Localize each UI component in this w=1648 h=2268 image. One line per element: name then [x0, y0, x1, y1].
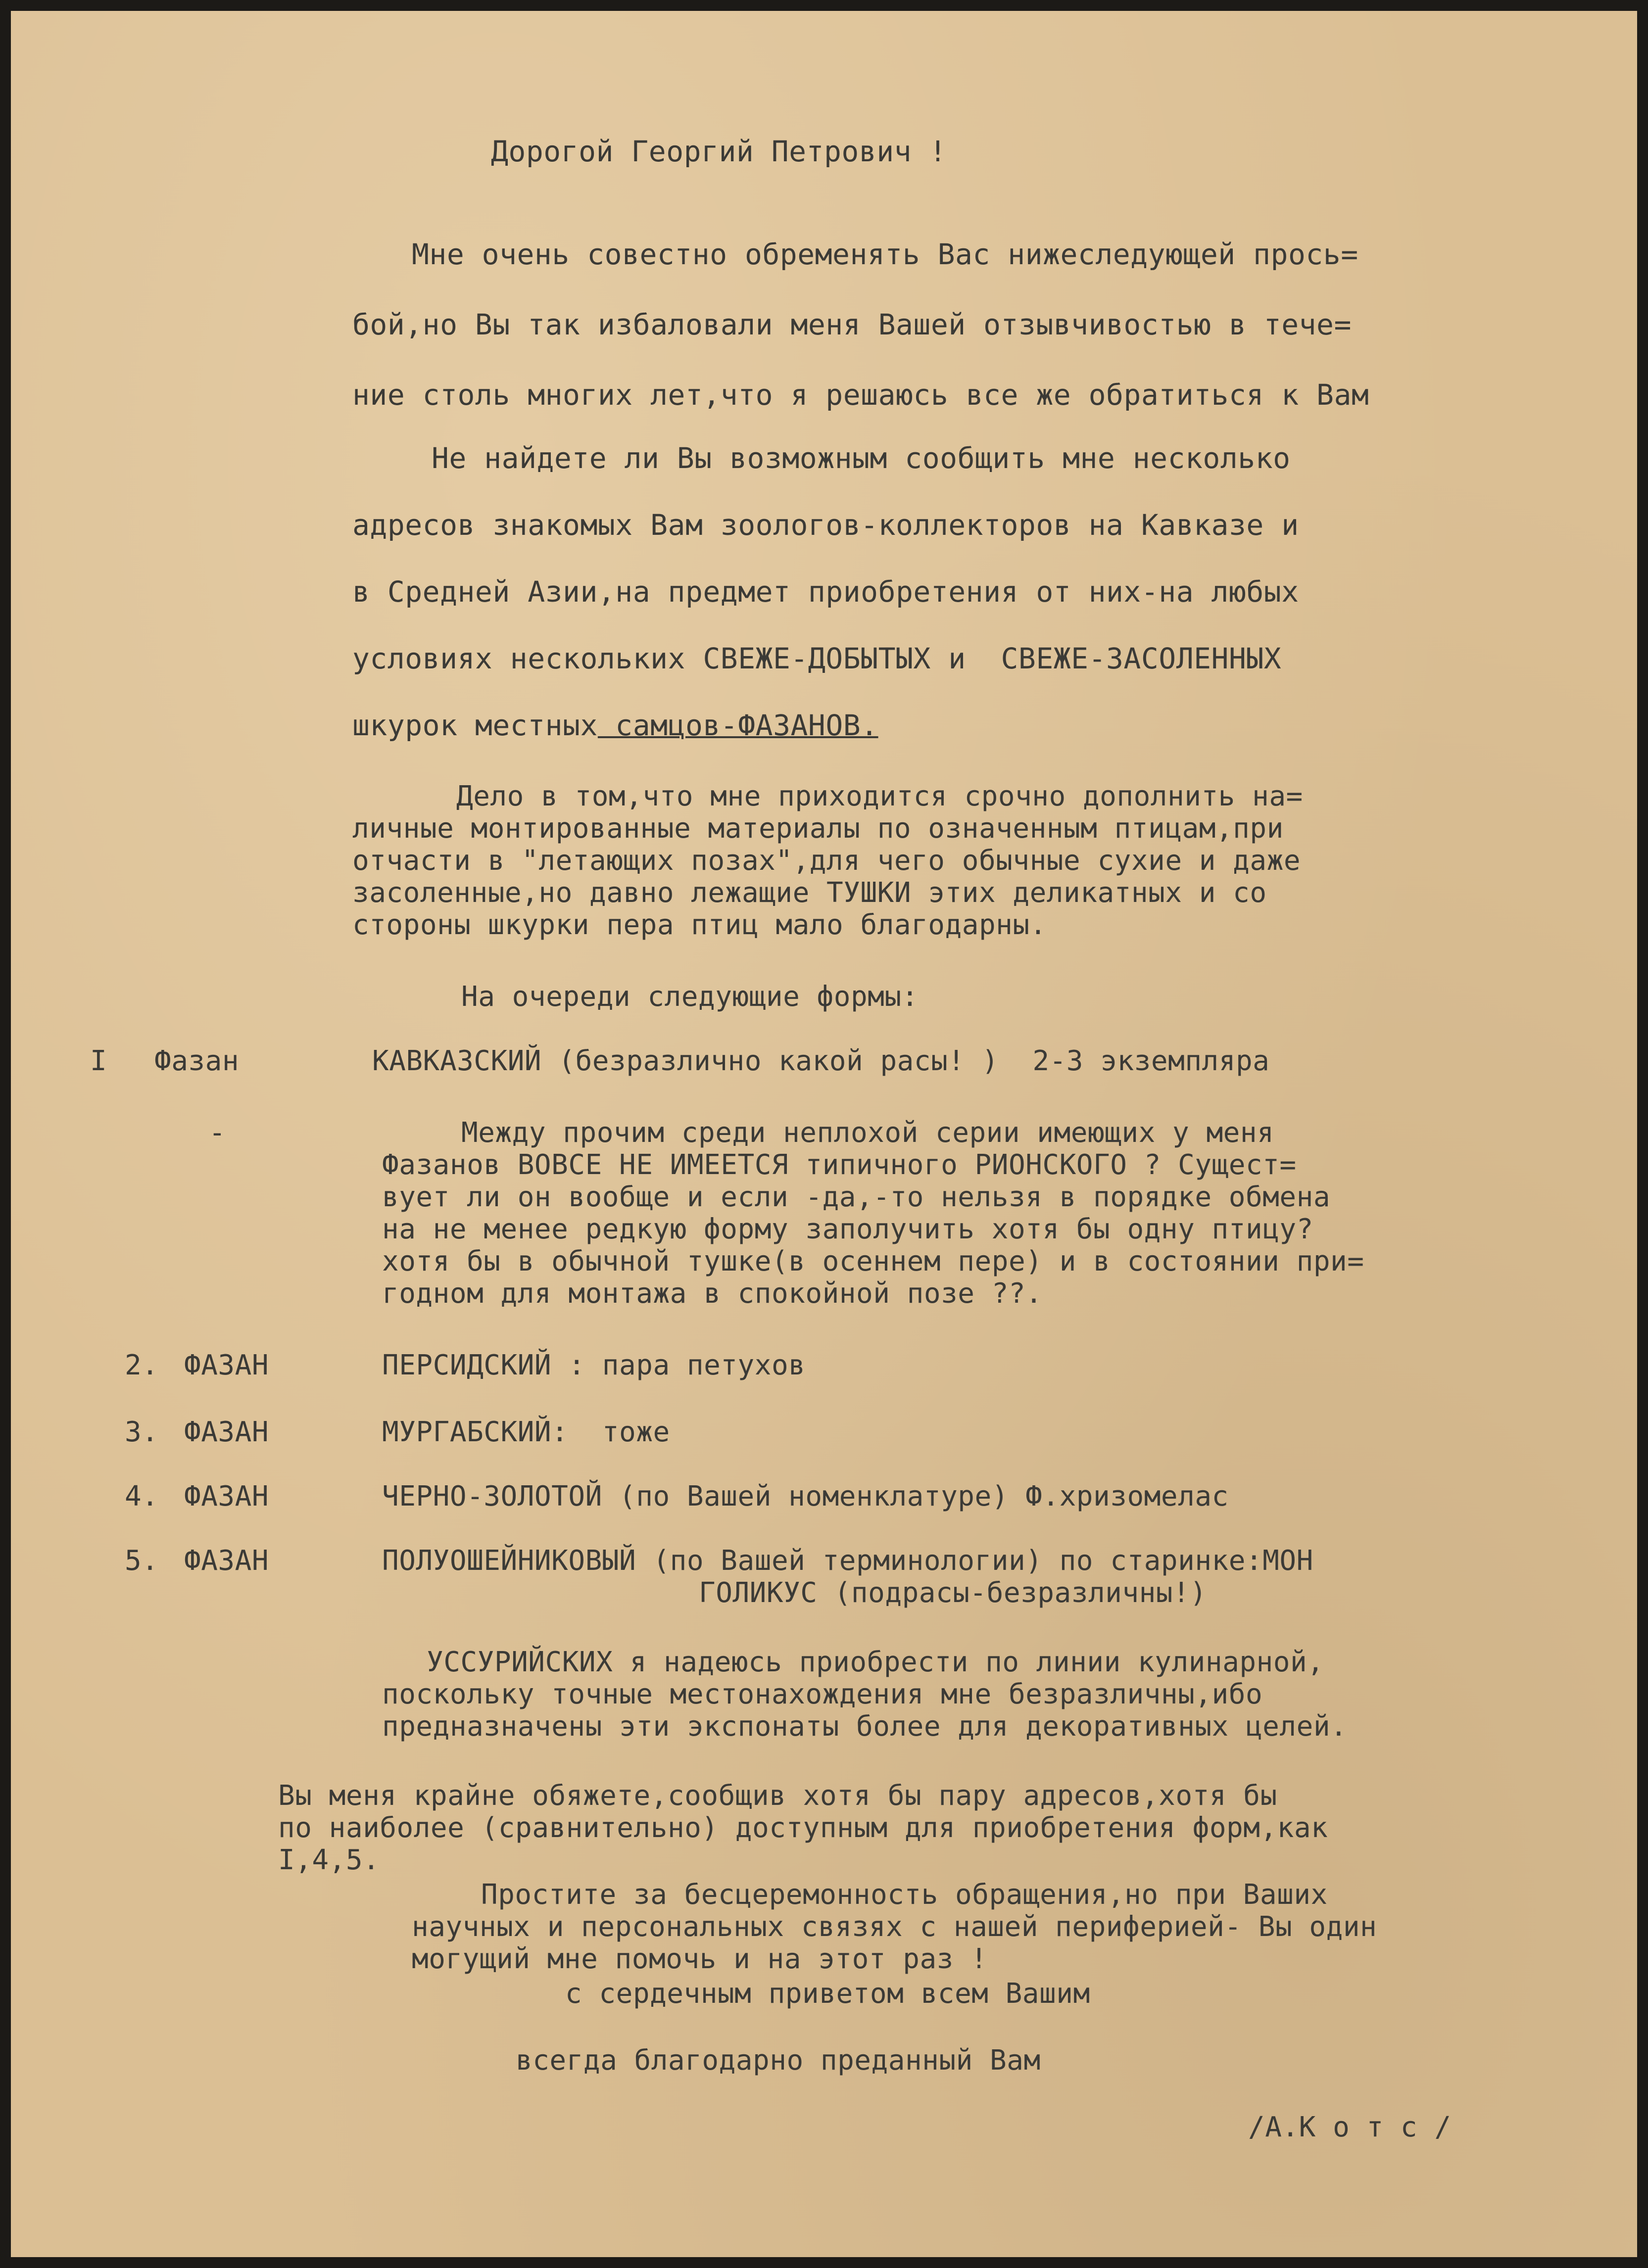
item-number: 3. — [125, 1416, 159, 1448]
item-name: ФАЗАН — [184, 1349, 269, 1381]
closing-signoff: всегда благодарно преданный Вам — [516, 2044, 1041, 2077]
item-description-continued: ГОЛИКУС (подрасы-безразличны!) — [699, 1577, 1207, 1609]
text-line: засоленные,но давно лежащие ТУШКИ этих деликатных и со — [352, 877, 1267, 909]
item-name: ФАЗАН — [184, 1416, 269, 1448]
text-line: стороны шкурки пера птиц мало благодарны. — [352, 909, 1047, 941]
signature: /А.К о т с / — [1248, 2111, 1452, 2143]
item-number: 4. — [125, 1480, 159, 1512]
text-line: Дело в том,что мне приходится срочно дополнить на= — [456, 780, 1303, 812]
text-line: Между прочим среди неплохой серии имеющих у меня — [461, 1117, 1274, 1149]
text-line: вует ли он вообще и если -да,-то нельзя в порядке обмена — [382, 1181, 1331, 1213]
text-line — [352, 709, 878, 742]
text-line: поскольку точные местонахождения мне безразличны,ибо — [382, 1678, 1263, 1710]
dash-mark: - — [209, 1117, 226, 1149]
item-name: ФАЗАН — [184, 1480, 269, 1512]
text-line: на не менее редкую форму заполучить хотя бы одну птицу? — [382, 1213, 1313, 1245]
text-line: условиях нескольких СВЕЖЕ-ДОБЫТЫХ и СВЕЖЕ-ЗАСОЛЕННЫХ — [352, 642, 1282, 675]
item-name: Фазан — [154, 1045, 240, 1077]
closing-greeting: с сердечным приветом всем Вашим — [565, 1978, 1090, 2010]
item-name: ФАЗАН — [184, 1545, 269, 1577]
text-line: хотя бы в обычной тушке(в осеннем пере) и в состоянии при= — [382, 1245, 1364, 1277]
text-fragment: шкурок местных — [352, 709, 598, 742]
text-line: адресов знакомых Вам зоологов-коллекторов на Кавказе и — [352, 508, 1299, 542]
greeting: Дорогой Георгий Петрович ! — [491, 135, 947, 168]
text-line: Фазанов ВОВСЕ НЕ ИМЕЕТСЯ типичного РИОНСКОГО ? Сущест= — [382, 1149, 1297, 1181]
text-line: годном для монтажа в спокойной позе ??. — [382, 1277, 1043, 1310]
underlined-text: самцов-ФАЗАНОВ. — [597, 709, 878, 742]
text-line: отчасти в "летающих позах",для чего обычные сухие и даже — [352, 845, 1301, 877]
item-description: КАВКАЗСКИЙ (безразлично какой расы! ) 2-3 экземпляра — [372, 1045, 1270, 1077]
text-line: научных и персональных связях с нашей периферией- Вы один — [412, 1911, 1377, 1943]
queue-intro: На очереди следующие формы: — [461, 981, 919, 1013]
text-line: предназначены эти экспонаты более для декоративных целей. — [382, 1710, 1348, 1743]
text-line: Простите за бесцеремонность обращения,но при Ваших — [481, 1879, 1328, 1911]
text-line: Мне очень совестно обременять Вас нижеследующей прось= — [412, 237, 1358, 271]
item-number: 2. — [125, 1349, 159, 1381]
item-description: ЧЕРНО-ЗОЛОТОЙ (по Вашей номенклатуре) Ф.хризомелас — [382, 1480, 1229, 1512]
item-description: МУРГАБСКИЙ: тоже — [382, 1416, 670, 1448]
text-line: по наиболее (сравнительно) доступным для приобретения форм,как — [278, 1812, 1328, 1844]
text-line: в Средней Азии,на предмет приобретения от них-на любых — [352, 575, 1299, 609]
item-description: ПОЛУОШЕЙНИКОВЫЙ (по Вашей терминологии) по старинке:МОН — [382, 1545, 1313, 1577]
letter-page — [11, 11, 1637, 2257]
text-line: УССУРИЙСКИХ я надеюсь приобрести по линии кулинарной, — [427, 1646, 1324, 1678]
item-number: I — [90, 1045, 107, 1077]
text-line: бой,но Вы так избаловали меня Вашей отзывчивостью в тече= — [352, 308, 1352, 341]
text-line: ние столь многих лет,что я решаюсь все же обратиться к Вам — [352, 378, 1369, 412]
item-number: 5. — [125, 1545, 159, 1577]
text-line: могущий мне помочь и на этот раз ! — [412, 1943, 988, 1975]
text-line: I,4,5. — [278, 1844, 380, 1876]
item-description: ПЕРСИДСКИЙ : пара петухов — [382, 1349, 806, 1381]
text-line: Не найдете ли Вы возможным сообщить мне несколько — [432, 441, 1291, 475]
text-line: Вы меня крайне обяжете,сообщив хотя бы пару адресов,хотя бы — [278, 1780, 1277, 1812]
text-line: личные монтированные материалы по означенным птицам,при — [352, 812, 1284, 845]
